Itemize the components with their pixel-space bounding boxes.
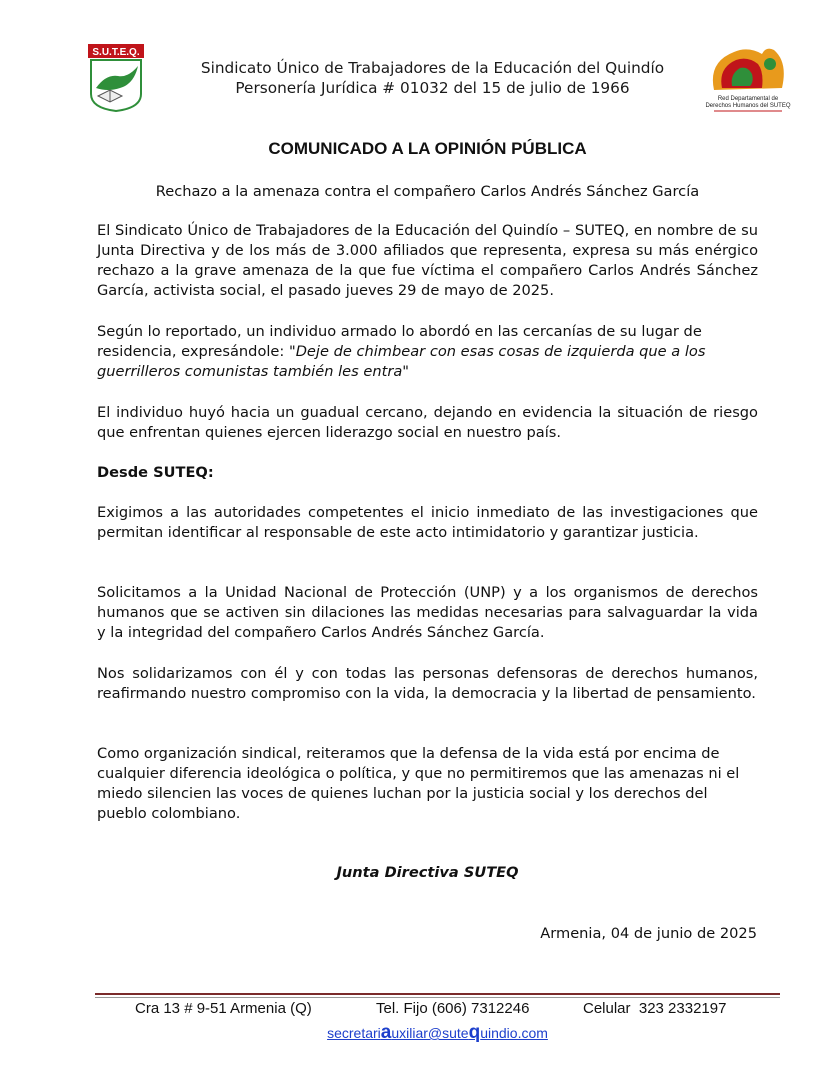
email-part-q: q (468, 1022, 481, 1043)
paragraph-7: Como organización sindical, reiteramos que la defensa de la vida está por encima de cualquier diferencia ideológica o política, y que no permitiremos que las amenazas ni el miedo silencien las voces de quienes luchan por la justicia social y los derechos del pueblo colombiano. (97, 745, 740, 822)
email-part-a: a (380, 1022, 392, 1043)
paragraph-6: Nos solidarizamos con él y con todas las personas defensoras de derechos humanos, reafirmando nuestro compromiso con la vida, la democracia y la libertad de pensamiento. (97, 665, 758, 702)
svg-text:S.U.T.E.Q.: S.U.T.E.Q. (92, 47, 140, 58)
footer-mobile: Celular 323 2332197 (583, 1000, 727, 1017)
paragraph-2-lead: Según lo reportado, un individuo armado lo abordó en las cercanías de su lugar de residencia, expresándole: " (97, 323, 702, 360)
footer-divider (95, 993, 780, 995)
paragraph-2-end: " (402, 363, 409, 380)
human-rights-network-logo (704, 42, 792, 118)
svg-text:Derechos Humanos del SUTEQ: Derechos Humanos del SUTEQ (705, 103, 791, 109)
paragraph-2 (97, 322, 758, 382)
footer-divider-thin (95, 997, 780, 998)
document-title: COMUNICADO A LA OPINIÓN PÚBLICA (268, 139, 587, 158)
suteq-logo (88, 44, 144, 112)
paragraph-4: Exigimos a las autoridades competentes el inicio inmediato de las investigaciones que permitan identificar al responsable de este acto intimidatorio y garantizar justicia. (97, 504, 758, 541)
threat-quote: Deje de chimbear con esas cosas de izquierda que a los guerrilleros comunistas también les entra (97, 343, 706, 380)
svg-text:Red Departamental de: Red Departamental de (717, 96, 779, 102)
section-heading: Desde SUTEQ: (97, 464, 214, 481)
org-header (150, 58, 715, 98)
footer-phone: Tel. Fijo (606) 7312246 (376, 1000, 530, 1017)
paragraph-5: Solicitamos a la Unidad Nacional de Protección (UNP) y a los organismos de derechos humanos que se activen sin dilaciones las medidas necesarias para salvaguardar la vida y la integridad del compañero Carlos Andrés Sánchez García. (97, 584, 758, 641)
email-part-3: uindio.com (480, 1025, 548, 1041)
email-part-1: secretari (327, 1025, 381, 1041)
paragraph-1: El Sindicato Único de Trabajadores de la Educación del Quindío – SUTEQ, en nombre de su Junta Directiva y de los más de 3.000 afiliados que representa, expresa su más enérgico rechazo a la grave amenaza de la que fue víctima el compañero Carlos Andrés Sánchez García, activista social, el pasado jueves 29 de mayo de 2025. (97, 222, 758, 299)
org-name: Sindicato Único de Trabajadores de la Educación del Quindío (200, 59, 665, 77)
footer-address: Cra 13 # 9-51 Armenia (Q) (135, 1000, 312, 1017)
footer-email-link[interactable] (0, 1022, 835, 1044)
document-date: Armenia, 04 de junio de 2025 (540, 925, 757, 942)
signature: Junta Directiva SUTEQ (336, 864, 519, 881)
paragraph-3: El individuo huyó hacia un guadual cercano, dejando en evidencia la situación de riesgo que enfrentan quienes ejercen liderazgo social en nuestro país. (97, 404, 758, 441)
org-legal: Personería Jurídica # 01032 del 15 de julio de 1966 (235, 79, 630, 97)
document-subtitle: Rechazo a la amenaza contra el compañero Carlos Andrés Sánchez García (155, 183, 700, 200)
email-part-2: uxiliar@sute (391, 1025, 469, 1041)
